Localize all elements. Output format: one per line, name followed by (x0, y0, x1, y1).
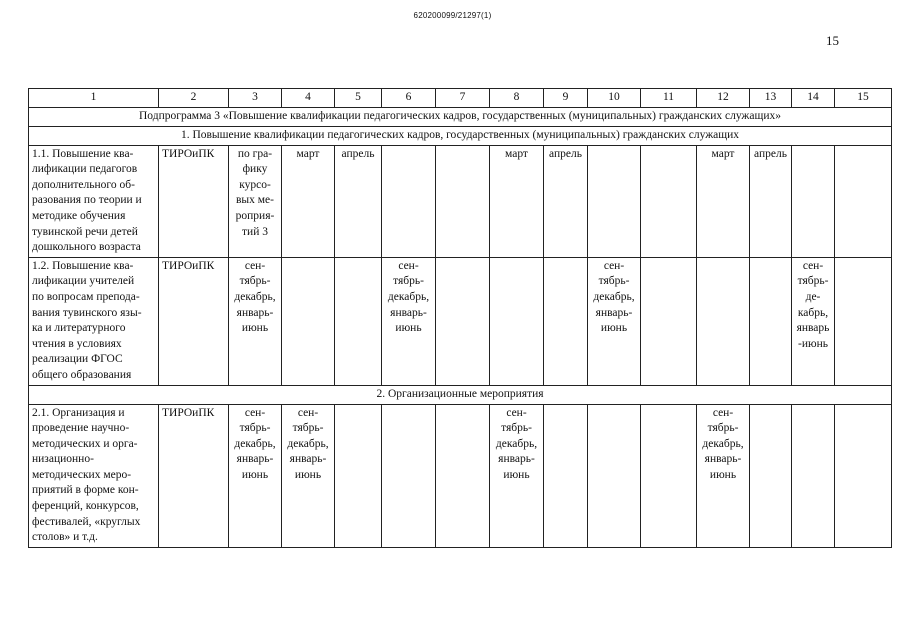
schedule-table (28, 88, 892, 548)
empty-cell (335, 404, 382, 547)
column-header: 5 (335, 89, 382, 108)
activity-name: 1.2. Повышение ква- лификации учителей по вопросам препода- вания тувинского язы- ка и литературного чтения в условиях реализации ФГОС общего образования (29, 257, 159, 385)
page-number: 15 (826, 33, 839, 48)
column-header: 2 (159, 89, 229, 108)
empty-cell (544, 404, 588, 547)
empty-cell (490, 257, 544, 385)
column-header: 11 (641, 89, 697, 108)
column-header-row (29, 89, 892, 108)
schedule-cell: сен- тябрь- декабрь, январь- июнь (229, 404, 282, 547)
empty-cell (835, 404, 892, 547)
executor-cell: ТИРОиПК (159, 404, 229, 547)
section-row (29, 385, 892, 404)
section-title-2: 2. Организационные мероприятия (29, 385, 892, 404)
schedule-cell: март (490, 145, 544, 257)
table-row (29, 257, 892, 385)
empty-cell (792, 145, 835, 257)
schedule-cell: сен- тябрь- декабрь, январь- июнь (697, 404, 750, 547)
schedule-cell: сен- тябрь- декабрь, январь- июнь (382, 257, 436, 385)
empty-cell (382, 145, 436, 257)
schedule-cell: апрель (544, 145, 588, 257)
empty-cell (436, 145, 490, 257)
activity-name: 1.1. Повышение ква- лификации педагогов дополнительного об- разования по теории и методике обучения тувинской речи детей дошкольного возраста (29, 145, 159, 257)
empty-cell (792, 404, 835, 547)
column-header: 9 (544, 89, 588, 108)
document-id: 620200099/21297(1) (413, 11, 492, 20)
empty-cell (588, 404, 641, 547)
schedule-cell: по гра- фику курсо- вых ме- роприя- тий 3 (229, 145, 282, 257)
empty-cell (641, 257, 697, 385)
column-header: 6 (382, 89, 436, 108)
table-row (29, 404, 892, 547)
column-header: 13 (750, 89, 792, 108)
column-header: 3 (229, 89, 282, 108)
empty-cell (544, 257, 588, 385)
activity-name: 2.1. Организация и проведение научно- методических и орга- низационно- методических меро- приятий в форме кон- ференций, конкурсов, фестивалей, «круглых столов» и т.д. (29, 404, 159, 547)
schedule-cell: апрель (750, 145, 792, 257)
empty-cell (835, 257, 892, 385)
schedule-cell: сен- тябрь- де- кабрь, январь -июнь (792, 257, 835, 385)
schedule-cell: апрель (335, 145, 382, 257)
column-header: 4 (282, 89, 335, 108)
executor-cell: ТИРОиПК (159, 257, 229, 385)
empty-cell (282, 257, 335, 385)
empty-cell (335, 257, 382, 385)
empty-cell (588, 145, 641, 257)
empty-cell (835, 145, 892, 257)
table-row (29, 145, 892, 257)
column-header: 15 (835, 89, 892, 108)
column-header: 7 (436, 89, 490, 108)
empty-cell (697, 257, 750, 385)
section-title-1: 1. Повышение квалификации педагогических кадров, государственных (муниципальных) гражданских служащих (29, 126, 892, 145)
empty-cell (382, 404, 436, 547)
column-header: 8 (490, 89, 544, 108)
section-row (29, 126, 892, 145)
schedule-cell: март (282, 145, 335, 257)
schedule-cell: сен- тябрь- декабрь, январь- июнь (588, 257, 641, 385)
schedule-cell: сен- тябрь- декабрь, январь- июнь (490, 404, 544, 547)
empty-cell (436, 404, 490, 547)
empty-cell (436, 257, 490, 385)
column-header: 10 (588, 89, 641, 108)
empty-cell (750, 257, 792, 385)
column-header: 1 (29, 89, 159, 108)
column-header: 14 (792, 89, 835, 108)
column-header: 12 (697, 89, 750, 108)
empty-cell (750, 404, 792, 547)
executor-cell: ТИРОиПК (159, 145, 229, 257)
subprogram-row (29, 107, 892, 126)
schedule-cell: март (697, 145, 750, 257)
empty-cell (641, 404, 697, 547)
schedule-cell: сен- тябрь- декабрь, январь- июнь (282, 404, 335, 547)
schedule-cell: сен- тябрь- декабрь, январь- июнь (229, 257, 282, 385)
subprogram-title: Подпрограмма 3 «Повышение квалификации педагогических кадров, государственных (муниципальных) гражданских служащих» (29, 107, 892, 126)
empty-cell (641, 145, 697, 257)
